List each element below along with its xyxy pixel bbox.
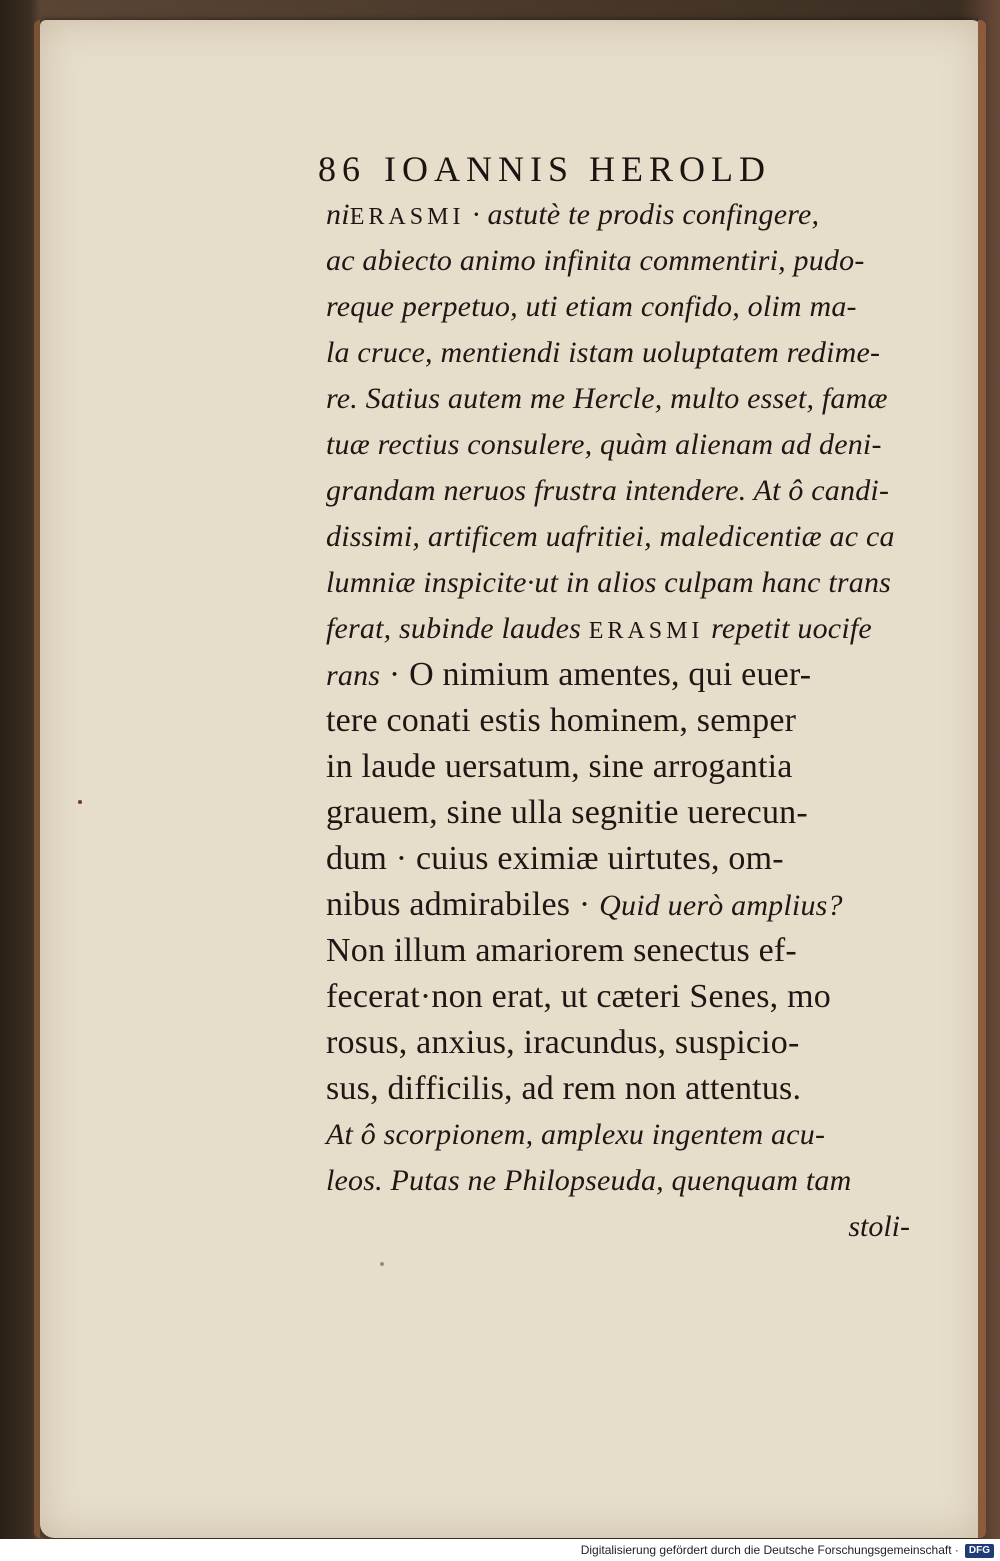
text-line <box>326 744 926 790</box>
text-line <box>326 376 926 422</box>
text-segment: sus, difficilis, ad rem non attentus. <box>326 1070 802 1107</box>
text-segment: nibus admirabiles · <box>326 886 600 923</box>
text-segment: At ô scorpionem, amplexu ingentem acu- <box>326 1118 826 1151</box>
text-line <box>326 192 926 238</box>
text-line <box>326 606 926 652</box>
text-line <box>326 284 926 330</box>
text-segment: ERASMI <box>349 204 465 230</box>
text-segment: dissimi, artificem uafritiei, maledicentiæ ac ca <box>326 520 895 553</box>
text-line <box>326 836 926 882</box>
dfg-logo: DFG <box>965 1544 994 1558</box>
text-line <box>326 1020 926 1066</box>
text-line <box>326 928 926 974</box>
text-segment: reque perpetuo, uti etiam confido, olim ma- <box>326 290 857 323</box>
running-title: IOANNIS HEROLD <box>384 149 771 189</box>
page-number: 86 <box>318 149 366 189</box>
text-segment: dum · cuius eximiæ uirtutes, om- <box>326 840 784 877</box>
text-line <box>326 468 926 514</box>
text-line <box>326 652 926 698</box>
speck <box>78 800 82 804</box>
text-segment: in laude uersatum, sine arrogantia <box>326 748 793 785</box>
text-segment: tere conati estis hominem, semper <box>326 702 797 739</box>
text-segment: grauem, sine ulla segnitie uerecun- <box>326 794 808 831</box>
text-segment: ac abiecto animo infinita commentiri, pudo- <box>326 244 865 277</box>
text-segment: tuæ rectius consulere, quàm alienam ad deni- <box>326 428 882 461</box>
text-segment: · O nimium amentes, qui euer- <box>380 656 812 693</box>
running-header <box>318 148 918 190</box>
text-line <box>326 698 926 744</box>
text-segment: re. Satius autem me Hercle, multo esset, famæ <box>326 382 888 415</box>
text-line <box>326 974 926 1020</box>
page-edge-left <box>34 20 40 1538</box>
text-segment: lumniæ inspicite·ut in alios culpam hanc trans <box>326 566 892 599</box>
text-line <box>326 514 926 560</box>
text-line <box>326 330 926 376</box>
text-segment: Quid uerò amplius? <box>599 889 843 922</box>
text-line <box>326 1066 926 1112</box>
text-line <box>326 1112 926 1158</box>
text-segment: leos. Putas ne Philopseuda, quenquam tam <box>326 1164 852 1197</box>
page-edge-right <box>978 20 986 1538</box>
text-segment: grandam neruos frustra intendere. At ô candi- <box>326 474 890 507</box>
text-segment: Non illum amariorem senectus ef- <box>326 932 797 969</box>
text-segment: rans <box>326 659 381 692</box>
text-segment: ni <box>326 198 350 231</box>
text-segment: rosus, anxius, iracundus, suspicio- <box>326 1024 800 1061</box>
text-segment: fecerat·non erat, ut cæteri Senes, mo <box>326 978 831 1015</box>
speck <box>380 1262 384 1266</box>
text-line <box>326 882 926 928</box>
text-segment: · astutè te prodis confingere, <box>464 198 820 231</box>
footer-bar <box>0 1539 1000 1561</box>
text-segment: ferat, subinde laudes <box>326 612 589 645</box>
text-block <box>326 192 926 1250</box>
text-line <box>326 422 926 468</box>
text-line <box>326 1158 926 1204</box>
footer-credit: Digitalisierung gefördert durch die Deutsche Forschungsgemeinschaft · <box>580 1543 959 1557</box>
text-line <box>326 560 926 606</box>
text-line <box>326 790 926 836</box>
text-line <box>326 238 926 284</box>
text-segment: la cruce, mentiendi istam uoluptatem redime- <box>326 336 881 369</box>
catchword: stoli- <box>848 1210 910 1243</box>
text-segment: repetit uocife <box>703 612 872 645</box>
text-segment: ERASMI <box>588 618 704 644</box>
